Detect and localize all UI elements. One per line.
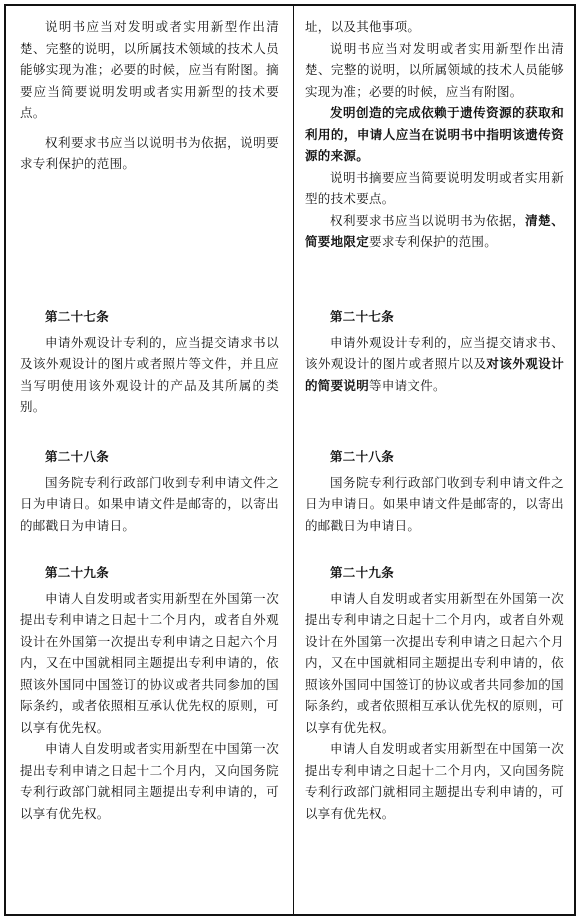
right-art29-block <box>295 562 574 824</box>
right-art26-p4-bold: 清楚、简要地限定 <box>305 212 564 249</box>
left-art26-block <box>6 16 293 175</box>
right-column <box>295 6 574 914</box>
right-art28-block <box>295 446 574 536</box>
left-art27-block <box>6 306 293 418</box>
right-art26-p4-text-c: 要求专利保护的范围。 <box>369 234 498 249</box>
left-art28-paragraph-1: 国务院专利行政部门收到专利申请文件之日为申请日。如果申请文件是邮寄的，以寄出的邮戳日为申请日。 <box>20 474 279 533</box>
right-art27-text-c: 等申请文件。 <box>369 377 446 393</box>
left-art29-paragraph-2: 申请人自发明或者实用新型在中国第一次提出专利申请之日起十二个月内，又向国务院专利行政部门就相同主题提出专利申请的，可以享有优先权。 <box>20 741 279 821</box>
left-art26-paragraph-1: 说明书应当对发明或者实用新型作出清楚、完整的说明，以所属技术领域的技术人员能够实现为准；必要的时候，应当有附图。摘要应当简要说明发明或者实用新型的技术要点。 <box>20 19 279 120</box>
right-art26-p4-text-a: 权利要求书应当以说明书为依据， <box>330 212 526 228</box>
left-art27-title: 第二十七条 <box>45 309 110 324</box>
left-art28-title: 第二十八条 <box>45 449 110 464</box>
right-art26-paragraph-2 <box>305 102 564 167</box>
left-art29-block <box>6 562 293 824</box>
left-art26-paragraph-2: 权利要求书应当以说明书为依据，说明要求专利保护的范围。 <box>20 134 279 171</box>
right-art29-title: 第二十九条 <box>330 565 395 580</box>
left-art27-paragraph-1: 申请外观设计专利的，应当提交请求书以及该外观设计的图片或者照片等文件，并且应当写明使用该外观设计的产品及其所属的类别。 <box>20 334 279 414</box>
right-art27-paragraph-1 <box>305 332 564 397</box>
right-art26-paragraph-1: 说明书应当对发明或者实用新型作出清楚、完整的说明，以所属领域的技术人员能够实现为准；必要的时候，应当有附图。 <box>305 40 564 99</box>
right-art26-paragraph-4 <box>305 210 564 253</box>
right-art26-block <box>295 16 574 253</box>
right-art29-paragraph-2: 申请人自发明或者实用新型在中国第一次提出专利申请之日起十二个月内，又向国务院专利行政部门就相同主题提出专利申请的，可以享有优先权。 <box>305 741 564 821</box>
right-art26-continuation: 址，以及其他事项。 <box>305 19 421 34</box>
left-art29-paragraph-1: 申请人自发明或者实用新型在外国第一次提出专利申请之日起十二个月内，或者自外观设计在外国第一次提出专利申请之日起六个月内，又在中国就相同主题提出专利申请的，依照该外国同中国签订的协议或者共同参加的国际条约，或者依照相互承认优先权的原则，可以享有优先权。 <box>20 590 279 735</box>
comparison-table <box>4 4 576 916</box>
right-art27-bold: 对该外观设计的简要说明 <box>305 356 564 393</box>
left-column <box>6 6 293 914</box>
right-art26-paragraph-3: 说明书摘要应当简要说明发明或者实用新型的技术要点。 <box>305 169 564 206</box>
right-art28-paragraph-1: 国务院专利行政部门收到专利申请文件之日为申请日。如果申请文件是邮寄的，以寄出的邮戳日为申请日。 <box>305 474 564 533</box>
right-art27-title: 第二十七条 <box>330 309 395 324</box>
right-art28-title: 第二十八条 <box>330 449 395 464</box>
right-art29-paragraph-1: 申请人自发明或者实用新型在外国第一次提出专利申请之日起十二个月内，或者自外观设计在外国第一次提出专利申请之日起六个月内，又在中国就相同主题提出专利申请的，依照该外国同中国签订的协议或者共同参加的国际条约，或者依照相互承认优先权的原则，可以享有优先权。 <box>305 590 564 735</box>
right-art27-text-a: 申请外观设计专利的，应当提交请求书、该外观设计的图片或者照片以及 <box>305 334 564 371</box>
left-art28-block <box>6 446 293 536</box>
column-divider <box>293 6 294 914</box>
right-art27-block <box>295 306 574 396</box>
left-art29-title: 第二十九条 <box>45 565 110 580</box>
right-art26-paragraph-2-bold: 发明创造的完成依赖于遗传资源的获取和利用的，申请人应当在说明书中指明该遗传资源的来源。 <box>305 105 564 163</box>
